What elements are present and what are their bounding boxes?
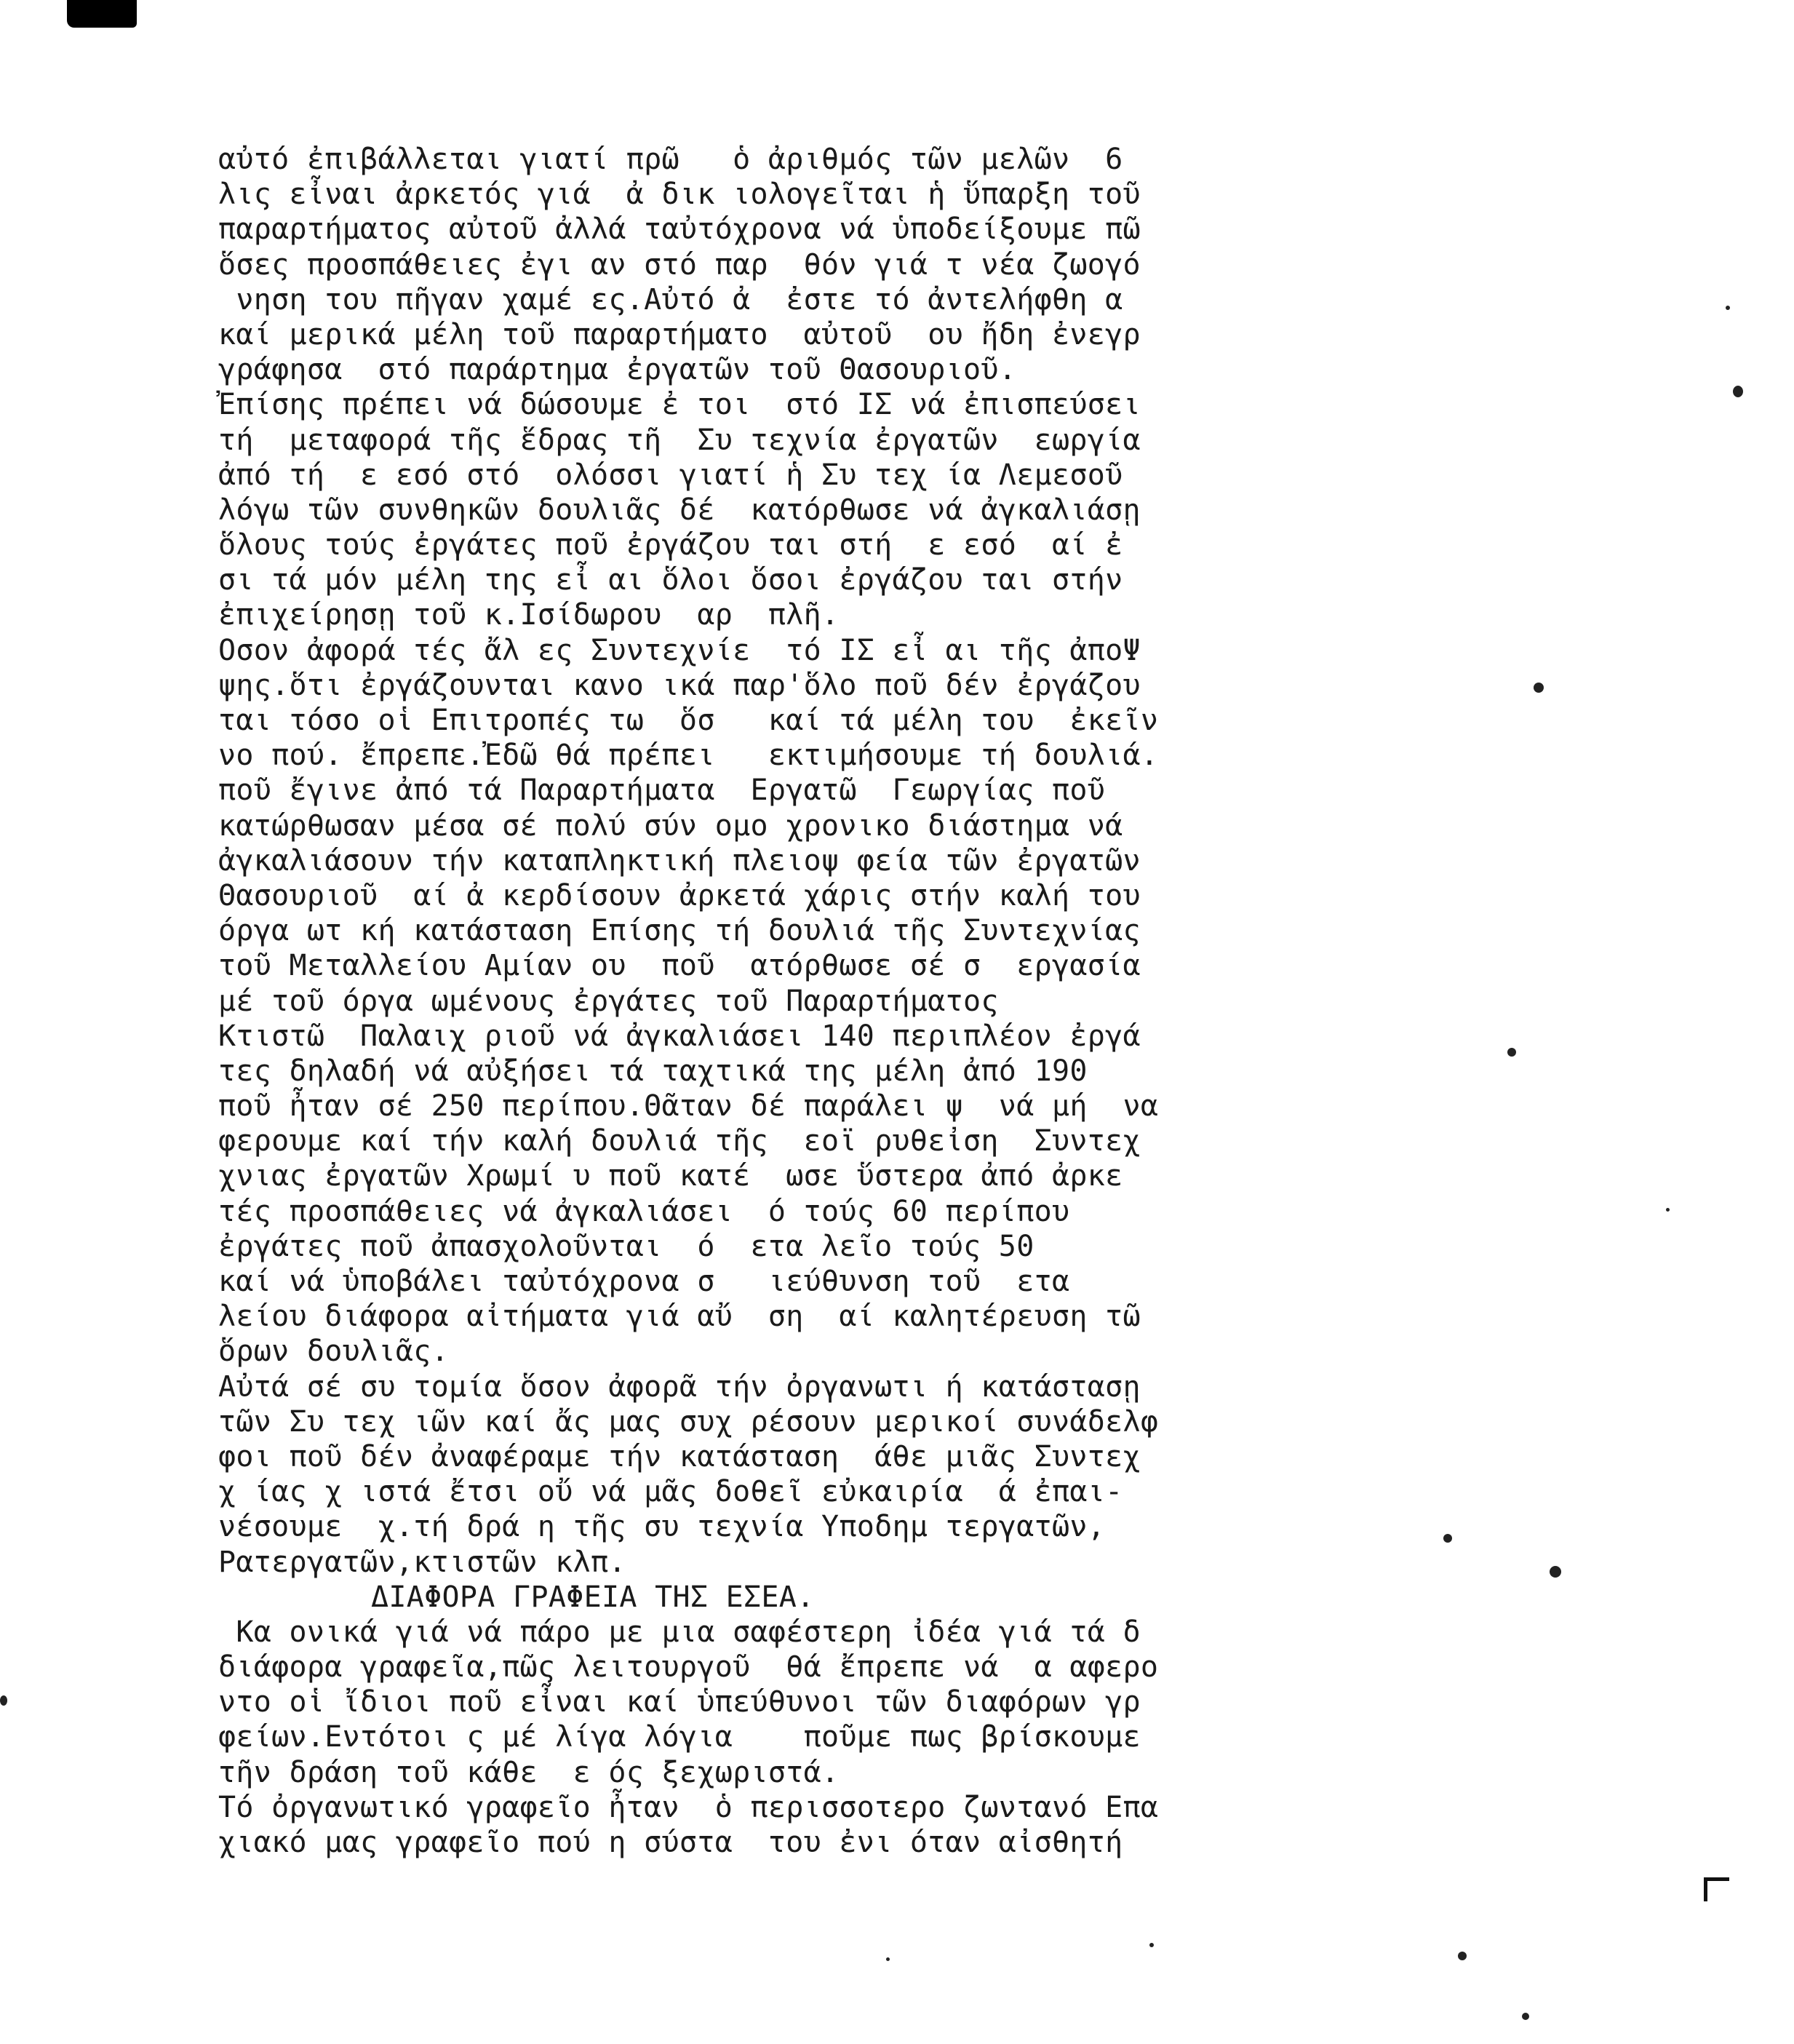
scan-speck: [1149, 1943, 1154, 1947]
scan-speck: [1733, 386, 1743, 397]
text-line: ὅλους τούς ἐργάτες ποῦ ἐργάζου ται στή ε εσό αί ἐ: [218, 528, 1123, 562]
text-line: τες δηλαδή νά αὐξήσει τά ταχτικά της μέλη ἀπό 190: [218, 1054, 1088, 1088]
text-line: ἀγκαλιάσουν τήν καταπληκτική πλειοψ φεία τῶν ἐργατῶν: [218, 843, 1141, 878]
scan-speck: [1522, 2013, 1529, 2020]
text-line: κατώρθωσαν μέσα σέ πολύ σύν ομο χρονικο διάστημα νά: [218, 808, 1123, 843]
text-line: ποῦ ἔγινε ἀπό τά Παραρτήματα Εργατῶ Γεωργίας ποῦ: [218, 774, 1106, 808]
text-line: διάφορα γραφεῖα,πῶς λειτουργοῦ θά ἔπρεπε νά α αφερο: [218, 1650, 1159, 1685]
text-line: ται τόσο οἱ Επιτροπές τω ὅσ καί τά μέλη του ἐκεῖν: [218, 704, 1159, 737]
text-line: τῆν δράση τοῦ κάθε ε ός ξεχωριστά.: [218, 1755, 840, 1789]
text-line: γράφησα στό παράρτημα ἐργατῶν τοῦ Θασουριοῦ.: [218, 353, 1017, 387]
text-line: Κα ονικά γιά νά πάρο με μια σαφέστερη ἰδέα γιά τά δ: [218, 1615, 1141, 1649]
text-line: τή μεταφορά τῆς ἕδρας τῆ Συ τεχνία ἐργατῶν εωργία: [218, 423, 1141, 457]
text-line: χνιας ἐργατῶν Χρωμί υ ποῦ κατέ ωσε ὕστερα ἀπό ἀρκε: [218, 1159, 1123, 1193]
scan-speck: [886, 1957, 890, 1961]
text-line: Τό ὀργανωτικό γραφεῖο ἦταν ὁ περισσοτερο ζωντανό Επα: [218, 1790, 1159, 1824]
text-line: καί μερικά μέλη τοῦ παραρτήματο αὐτοῦ ου ἤδη ἐνεγρ: [218, 317, 1141, 351]
text-line: τές προσπάθειες νά ἀγκαλιάσει ό τούς 60 περίπου: [218, 1194, 1070, 1228]
text-line: φερουμε καί τήν καλή δουλιά τῆς εοϊ ρυθεἰση Συντεχ: [218, 1124, 1141, 1158]
text-line: Ἐπίσης πρέπει νά δώσουμε ἐ τοι στό ΙΣ νά ἐπισπεύσει: [218, 388, 1141, 422]
typewritten-text: [218, 142, 1397, 1860]
text-line: καί νά ὑποβάλει ταὐτόχρονα σ ιεύθυνση τοῦ ετα: [218, 1265, 1070, 1298]
text-line: τοῦ Μεταλλείου Αμίαν ου ποῦ ατόρθωσε σέ σ εργασία: [218, 949, 1141, 983]
text-line: παραρτήματος αὐτοῦ ἀλλά ταὐτόχρονα νά ὑποδείξουμε πῶ: [218, 212, 1141, 247]
text-line: ὅσες προσπάθειες ἐγι αν στό παρ θόν γιά τ νέα ζωογό: [218, 247, 1141, 282]
scan-speck: [0, 1695, 7, 1706]
text-line: νηση του πῆγαν χαμέ ες.Αὐτό ἀ ἐστε τό ἀντελήφθη α: [218, 282, 1123, 317]
text-line: σι τά μόν μέλη της εἶ αι ὅλοι ὅσοι ἐργάζου ται στήν: [218, 563, 1123, 597]
scan-speck: [1550, 1566, 1561, 1578]
text-line: ἐργάτες ποῦ ἀπασχολοῦνται ό ετα λεῖο τούς 50: [218, 1229, 1034, 1263]
text-line: ἀπό τή ε εσό στό ολόσσι γιατί ἡ Συ τεχ ία Λεμεσοῦ: [218, 458, 1123, 492]
text-line: ντο οἱ ἴδιοι ποῦ εἶναι καί ὑπεύθυνοι τῶν διαφόρων γρ: [218, 1685, 1141, 1719]
text-line: μέ τοῦ όργα ωμένους ἐργάτες τοῦ Παραρτήματος: [218, 984, 999, 1018]
text-line: Οσον ἀφορά τές ἄλ ες Συντεχνίε τό ΙΣ εἶ αι τῆς ἀποΨ: [218, 633, 1141, 667]
scan-speck: [1666, 1208, 1670, 1212]
text-line: τῶν Συ τεχ ιῶν καί ἄς μας συχ ρέσουν μερικοί συνάδελφ: [218, 1404, 1159, 1439]
scan-corner-mark: [67, 0, 137, 28]
text-line: Ρατεργατῶν,κτιστῶν κλπ.: [218, 1545, 626, 1579]
text-line: νο πού. ἔπρεπε.Ἐδῶ θά πρέπει εκτιμήσουμε τή δουλιά.: [218, 739, 1159, 773]
scan-speck: [1507, 1048, 1516, 1057]
text-line: ψης.ὅτι ἐργάζουνται κανο ικά παρ'ὅλο ποῦ δέν ἐργάζου: [218, 668, 1141, 702]
text-line: όργα ωτ κή κατάσταση Επίσης τή δουλιά τῆς Συντεχνίας: [218, 914, 1141, 948]
section-heading: ΔΙΑΦΟΡΑ ΓΡΑΦΕΙΑ ΤΗΣ ΕΣΕΑ.: [371, 1580, 815, 1614]
scan-speck: [1534, 683, 1544, 693]
text-line: φείων.Εντότοι ς μέ λίγα λόγια ποῦμε πως βρίσκουμε: [218, 1720, 1141, 1754]
text-line: νέσουμε χ.τή δρά η τῆς συ τεχνία Υποδημ τεργατῶν,: [218, 1510, 1106, 1544]
text-line: ποῦ ἦταν σέ 250 περίπου.Θᾶταν δέ παράλει ψ νά μή να: [218, 1089, 1159, 1124]
text-line: φοι ποῦ δέν ἀναφέραμε τήν κατάσταση άθε μιᾶς Συντεχ: [218, 1439, 1141, 1474]
scan-speck: [1443, 1534, 1452, 1543]
text-line: χιακό μας γραφεῖο πού η σύστα του ἐνι όταν αἰσθητή: [218, 1826, 1123, 1859]
text-line: ἐπιχείρησῃ τοῦ κ.Ισίδωρου αρ πλῆ.: [218, 598, 840, 632]
scan-speck: [1458, 1952, 1467, 1960]
text-line: λείου διάφορα αἰτήματα γιά αὔ ση αί καλητέρευση τῶ: [218, 1300, 1141, 1334]
text-line: λόγω τῶν συνθηκῶν δουλιᾶς δέ κατόρθωσε νά ἀγκαλιάσῃ: [218, 493, 1141, 527]
text-line: Θασουριοῦ αί ἀ κερδίσουν ἀρκετά χάρις στήν καλή του: [218, 878, 1141, 912]
text-line: ὅρων δουλιᾶς.: [218, 1335, 449, 1369]
text-line: Αὐτά σέ συ τομία ὅσον ἀφορᾶ τήν ὀργανωτι ή κατάστασῃ: [218, 1369, 1141, 1404]
scan-speck: [1726, 306, 1730, 310]
text-line: χ ίας χ ιστά ἔτσι οὔ νά μᾶς δοθεῖ εὐκαιρία ά ἐπαι-: [218, 1475, 1123, 1509]
text-line: λις εἶναι ἀρκετός γιά ἀ δικ ιολογεῖται ἡ ὕπαρξη τοῦ: [218, 178, 1141, 212]
text-line: αὐτό ἐπιβάλλεται γιατί πρῶ ὁ ἀριθμός τῶν μελῶν 6: [218, 143, 1123, 176]
scan-bracket-mark: [1704, 1877, 1729, 1901]
text-line: Κτιστῶ Παλαιχ ριοῦ νά ἀγκαλιάσει 140 περιπλέον ἐργά: [218, 1019, 1141, 1053]
